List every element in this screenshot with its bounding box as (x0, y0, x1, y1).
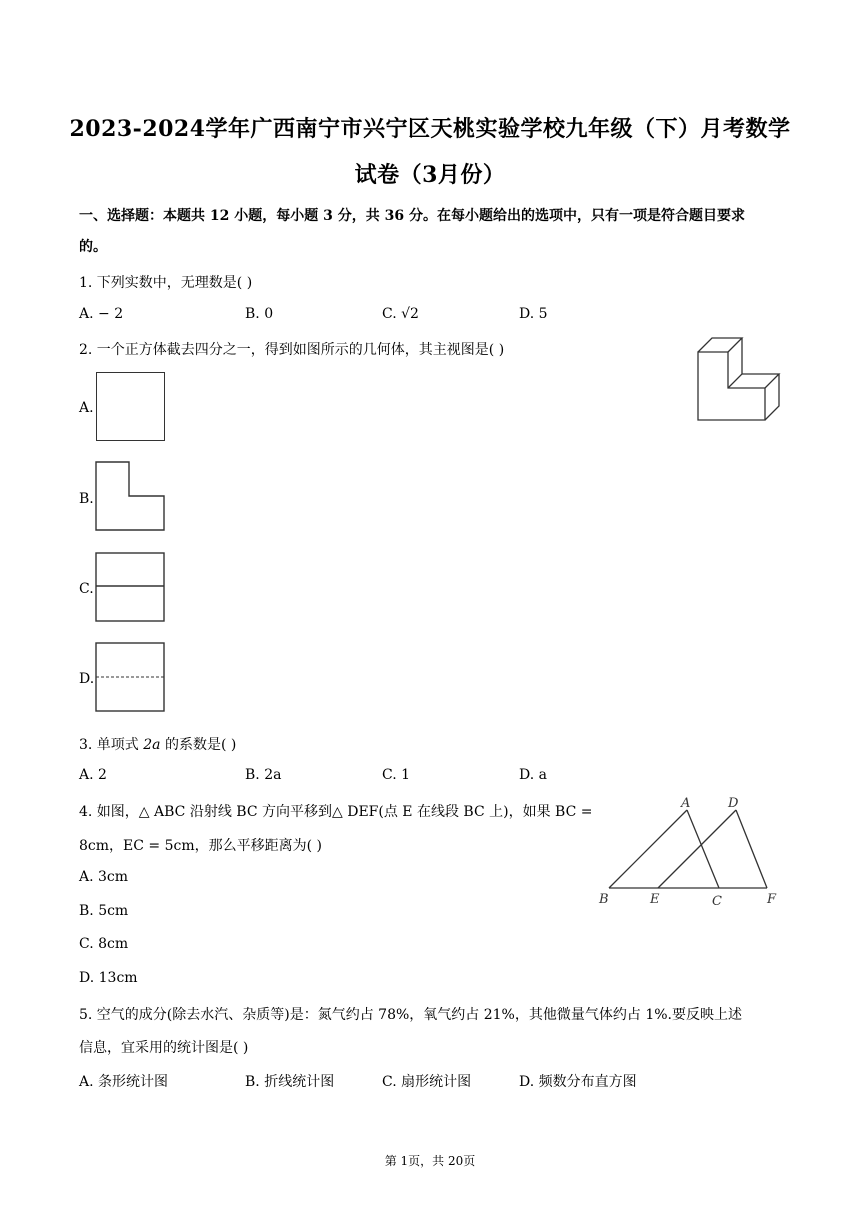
q2-label-d: D. (79, 671, 95, 687)
q4-label-c: C (712, 894, 722, 909)
q5-stem-line2: 信息，宜采用的统计图是( ) (79, 1040, 249, 1056)
q2-label-c: C. (79, 581, 94, 597)
section-header-line1: 一、选择题：本题共 12 小题，每小题 3 分，共 36 分。在每小题给出的选项中，只有一项是符合题目要求 (79, 208, 745, 224)
q4-label-e: E (650, 892, 660, 907)
q2-option-b-lshape (95, 461, 165, 531)
q4-option-a: A. 3cm (79, 869, 129, 885)
q1-stem: 1. 下列实数中，无理数是( ) (79, 275, 253, 291)
q4-stem-line2: 8cm，EC = 5cm，那么平移距离为( ) (79, 838, 322, 854)
q2-option-d-dashed-line (95, 642, 165, 712)
q2-label-b: B. (79, 491, 94, 507)
q5-option-d: D. 频数分布直方图 (519, 1074, 637, 1090)
q2-stem: 2. 一个正方体截去四分之一，得到如图所示的几何体，其主视图是( ) (79, 342, 505, 358)
q4-option-b: B. 5cm (79, 903, 129, 919)
q3-option-d: D. a (519, 767, 547, 783)
q3-stem-math: 2a (143, 737, 161, 753)
q4-label-d: D (728, 796, 739, 811)
page-footer: 第 1页，共 20页 (384, 1154, 476, 1168)
q1-option-a: A. − 2 (79, 306, 124, 322)
q3-stem-post: 的系数是( ) (160, 737, 237, 753)
q4-label-a: A (681, 796, 691, 811)
q3-option-c: C. 1 (382, 767, 411, 783)
q5-option-b: B. 折线统计图 (245, 1074, 335, 1090)
q1-option-c: C. √2 (382, 306, 419, 322)
q3-option-a: A. 2 (79, 767, 107, 783)
q5-stem-line1: 5. 空气的成分(除去水汽、杂质等)是：氮气约占 78%，氧气约占 21%，其他微量气体约占 1%.要反映上述 (79, 1007, 742, 1023)
q3-stem (79, 734, 236, 754)
section-header-line2: 的。 (79, 239, 107, 255)
q4-translation-figure (595, 795, 785, 910)
q2-label-a: A. (79, 400, 94, 416)
q4-option-c: C. 8cm (79, 936, 129, 952)
q2-solid-figure (690, 332, 785, 424)
exam-title-line1: 2023-2024学年广西南宁市兴宁区天桃实验学校九年级（下）月考数学 (69, 116, 791, 142)
q2-option-a-square (96, 372, 165, 441)
exam-title-line2: 试卷（3月份） (354, 162, 506, 188)
q3-stem-pre: 3. 单项式 (79, 737, 144, 753)
q4-option-d: D. 13cm (79, 970, 138, 986)
q4-stem-line1: 4. 如图，△ ABC 沿射线 BC 方向平移到△ DEF(点 E 在线段 BC 上)，如果 BC = (79, 804, 593, 820)
q1-option-b: B. 0 (245, 306, 274, 322)
q5-option-c: C. 扇形统计图 (382, 1074, 472, 1090)
q5-option-a: A. 条形统计图 (79, 1074, 169, 1090)
q2-option-c-solid-line (95, 552, 165, 622)
q4-label-f: F (767, 892, 777, 907)
q1-option-d: D. 5 (519, 306, 548, 322)
q4-label-b: B (599, 892, 609, 907)
q3-option-b: B. 2a (245, 767, 282, 783)
